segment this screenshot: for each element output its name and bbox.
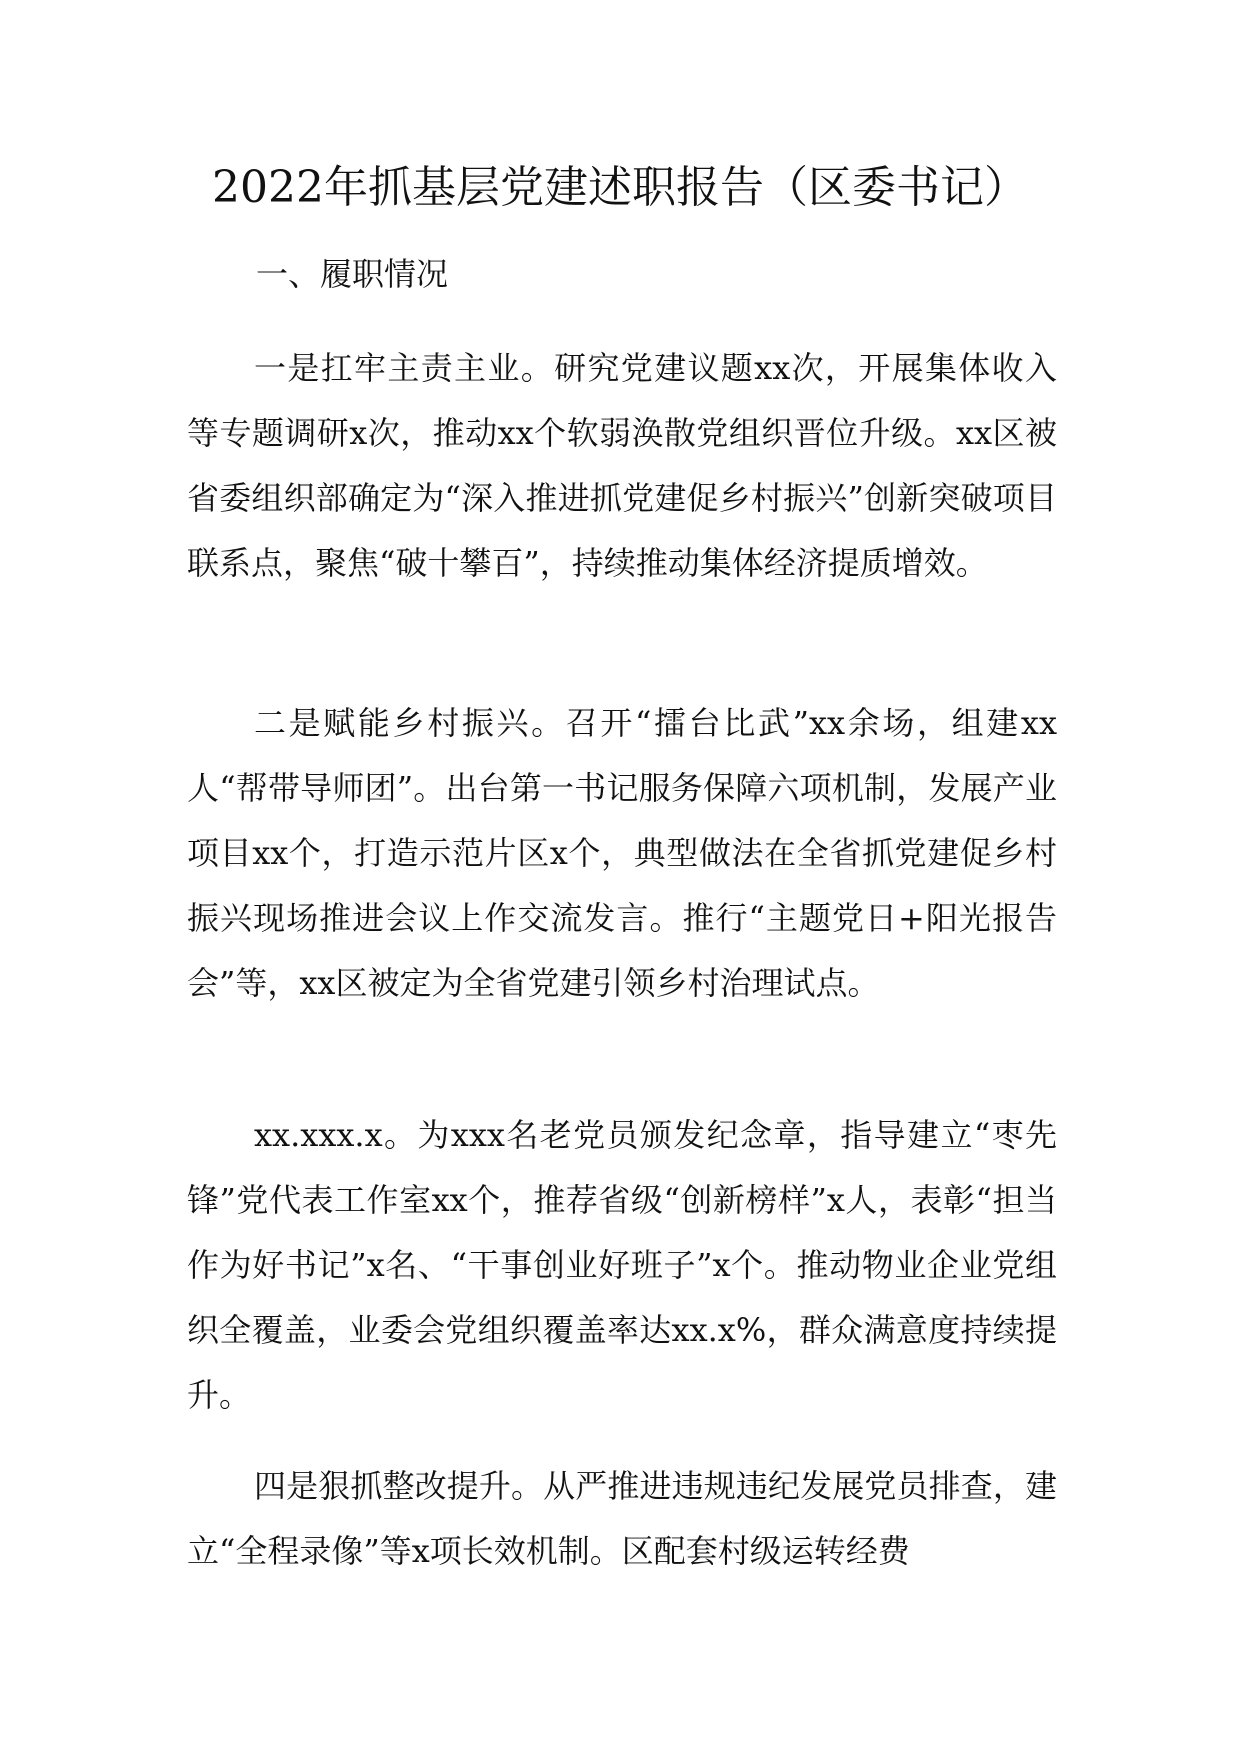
section-heading: 一、履职情况 (256, 255, 449, 293)
paragraph-4: 四是狠抓整改提升。从严推进违规违纪发展党员排查，建立“全程录像”等x项长效机制。区配套村级运转经费 (187, 1467, 1057, 1570)
paragraph-3: xx.xxx.x。为xxx名老党员颁发纪念章，指导建立“枣先锋”党代表工作室xx个，推荐省级“创新榜样”x人，表彰“担当作为好书记”x名、“干事创业好班子”x个。推动物业企业党组织全覆盖，业委会党组织覆盖率达xx.x%，群众满意度持续提升。 (187, 1116, 1057, 1414)
document-title: 2022年抓基层党建述职报告（区委书记） (212, 162, 1028, 213)
paragraph-1: 一是扛牢主责主业。研究党建议题xx次，开展集体收入等专题调研x次，推动xx个软弱涣散党组织晋位升级。xx区被省委组织部确定为“深入推进抓党建促乡村振兴”创新突破项目联系点，聚焦“破十攀百”，持续推动集体经济提质增效。 (187, 349, 1057, 582)
paragraph-2: 二是赋能乡村振兴。召开“擂台比武”xx余场，组建xx人“帮带导师团”。出台第一书记服务保障六项机制，发展产业项目xx个，打造示范片区x个，典型做法在全省抓党建促乡村振兴现场推进会议上作交流发言。推行“主题党日+阳光报告会”等，xx区被定为全省党建引领乡村治理试点。 (187, 704, 1057, 1002)
